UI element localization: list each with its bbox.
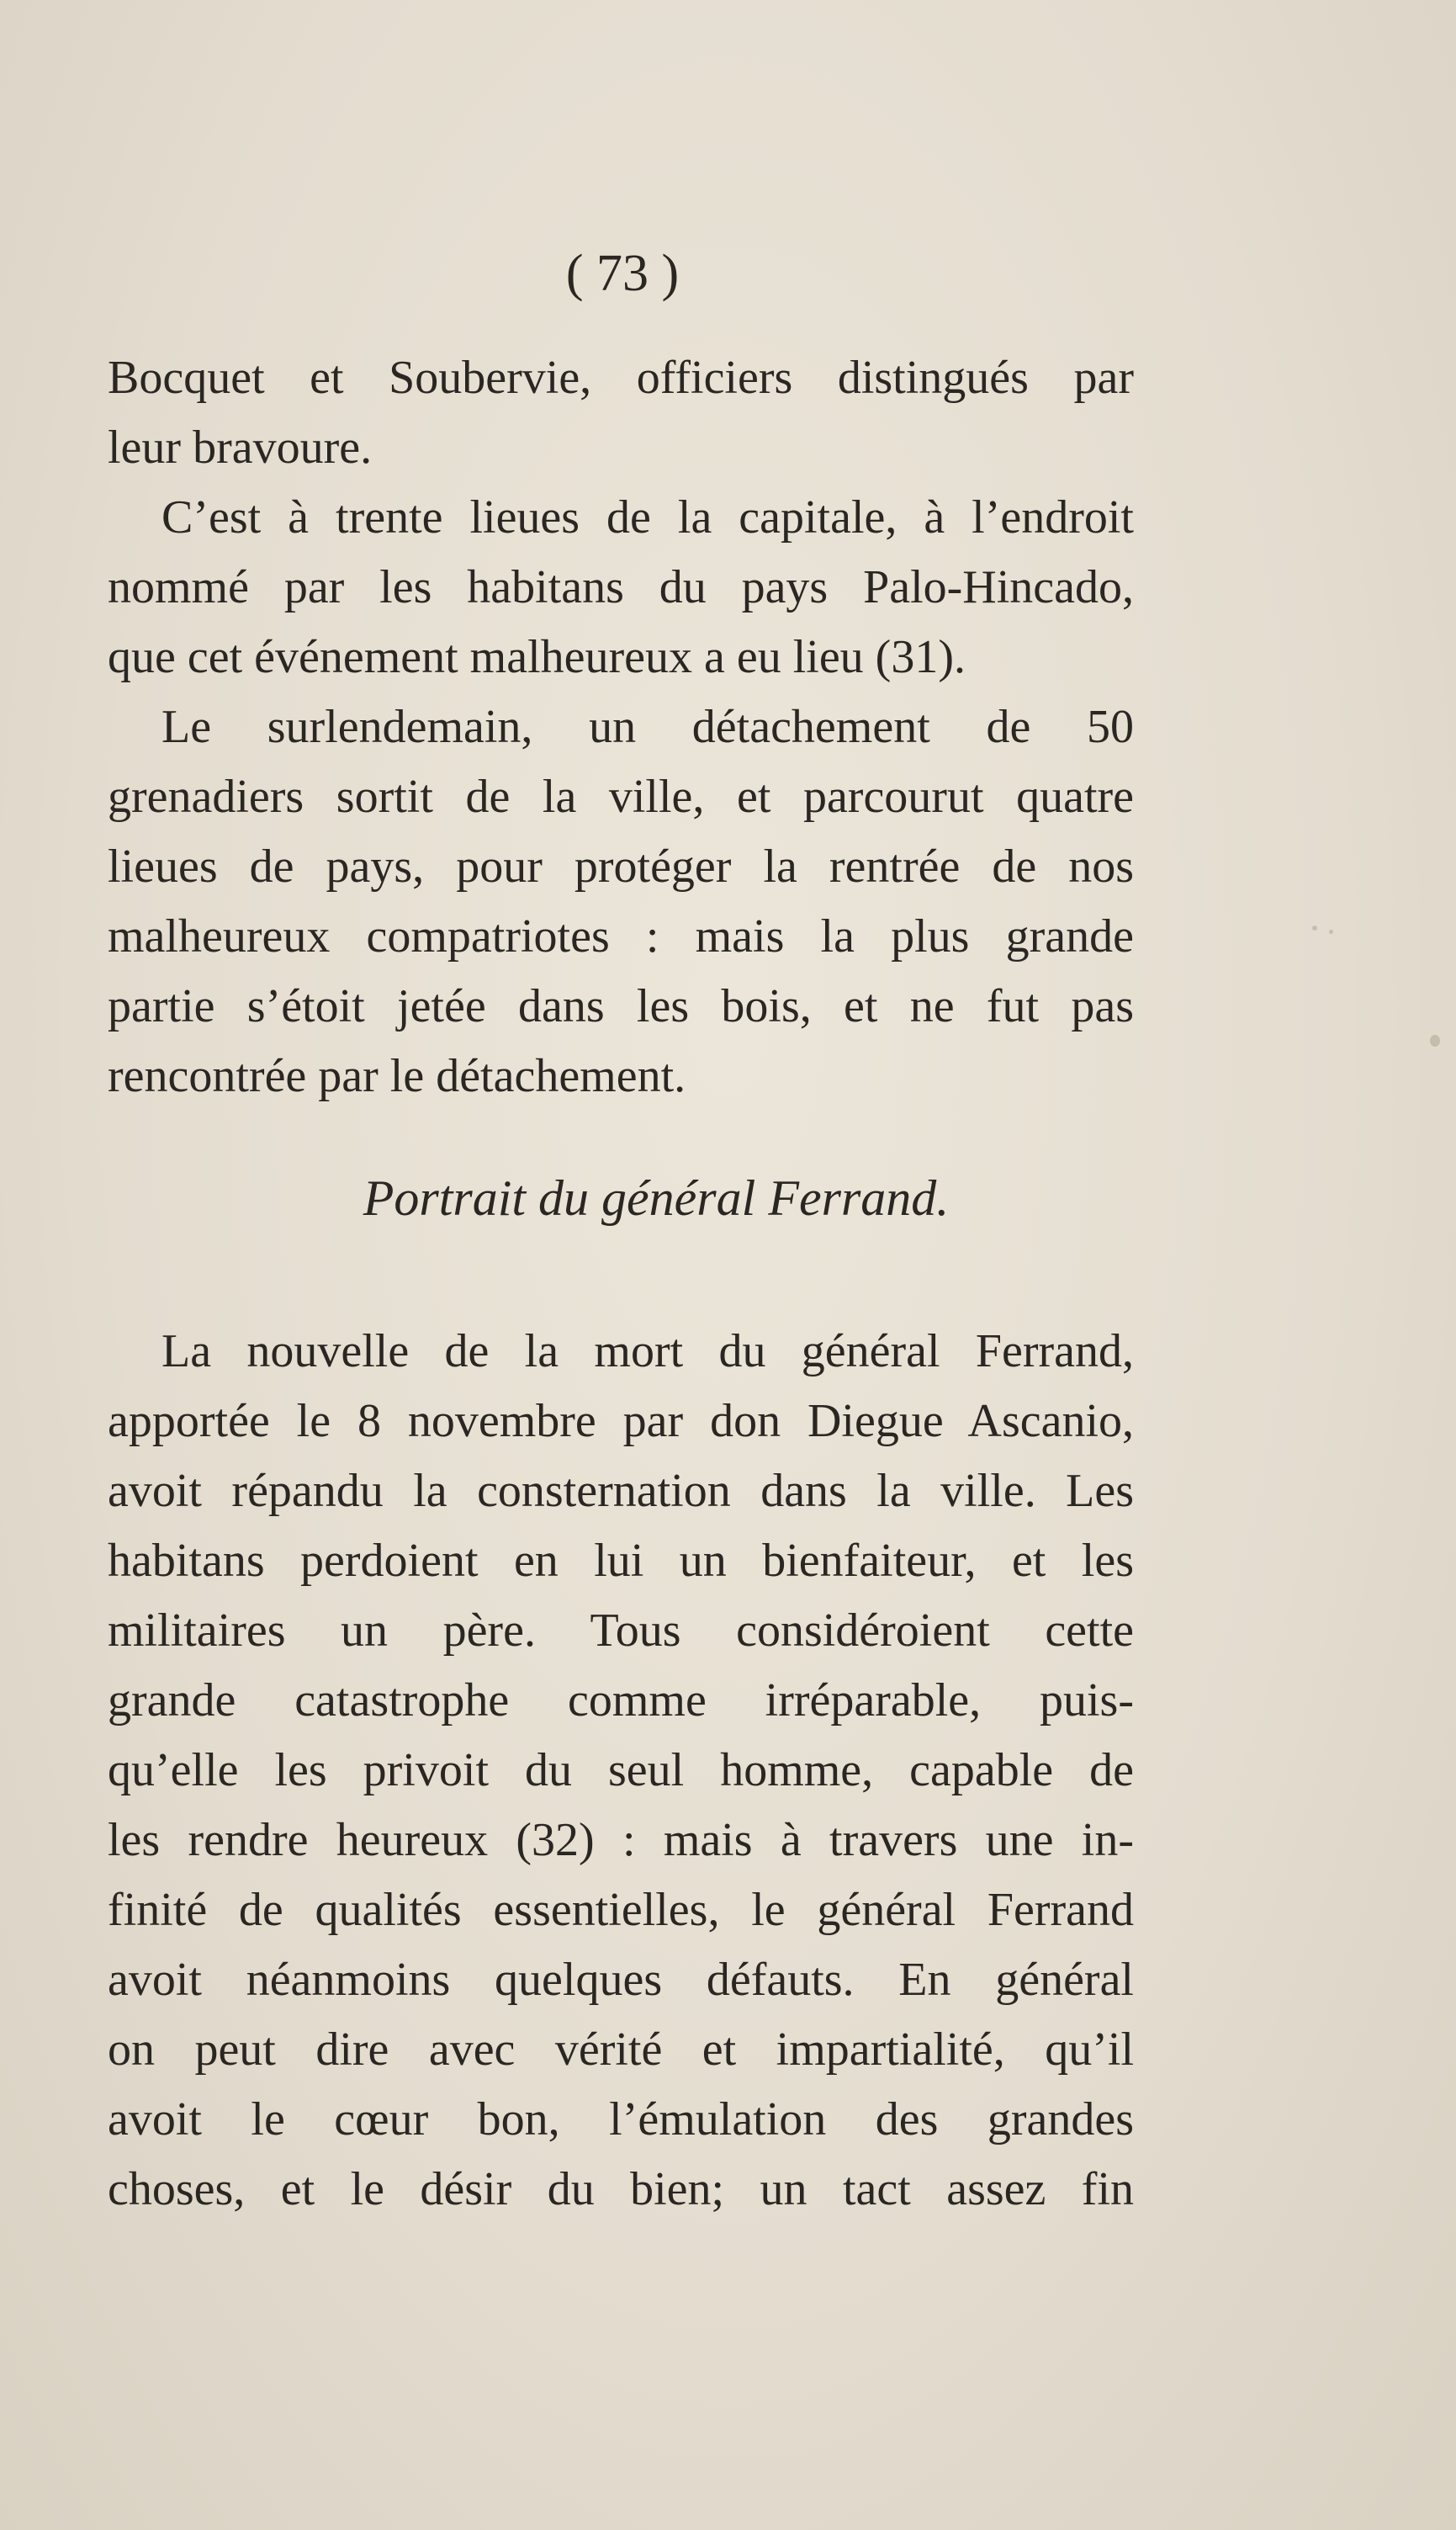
text-line: qu’elle les privoit du seul homme, capable de xyxy=(108,1744,1134,1796)
text-line: rencontrée par le détachement. xyxy=(108,1050,686,1102)
paper-spot xyxy=(1312,926,1317,931)
text-line: C’est à trente lieues de la capitale, à l’endroit xyxy=(161,491,1134,544)
text-line: on peut dire avec vérité et impartialité, qu’il xyxy=(108,2023,1134,2076)
text-line: finité de qualités essentielles, le général Ferrand xyxy=(108,1884,1134,1936)
text-line: malheureux compatriotes : mais la plus grande xyxy=(108,910,1134,963)
text-line: partie s’étoit jetée dans les bois, et ne fut pas xyxy=(108,980,1134,1032)
text-line: habitans perdoient en lui un bienfaiteur, et les xyxy=(108,1535,1134,1587)
text-line: avoit répandu la consternation dans la ville. Les xyxy=(108,1465,1134,1517)
text-line: Le surlendemain, un détachement de 50 xyxy=(161,701,1134,753)
text-line: grenadiers sortit de la ville, et parcourut quatre xyxy=(108,771,1134,823)
paper-spot xyxy=(1329,930,1333,934)
text-line: nommé par les habitans du pays Palo-Hincado, xyxy=(108,561,1134,613)
page-number: ( 73 ) xyxy=(565,245,680,302)
text-line: choses, et le désir du bien; un tact assez fin xyxy=(108,2163,1134,2215)
text-line: grande catastrophe comme irréparable, puis- xyxy=(108,1674,1134,1726)
body-text-bottom xyxy=(108,1317,1134,2225)
text-line: apportée le 8 novembre par don Diegue Ascanio, xyxy=(108,1395,1134,1447)
text-line: leur bravoure. xyxy=(108,422,373,474)
text-line: La nouvelle de la mort du général Ferrand, xyxy=(161,1325,1134,1377)
text-line: avoit le cœur bon, l’émulation des grandes xyxy=(108,2093,1134,2145)
paper-spot xyxy=(1430,1035,1440,1047)
text-line: les rendre heureux (32) : mais à travers une in- xyxy=(108,1814,1134,1866)
body-text-top xyxy=(108,343,1134,1111)
text-line: lieues de pays, pour protéger la rentrée de nos xyxy=(108,841,1134,893)
text-line: avoit néanmoins quelques défauts. En général xyxy=(108,1954,1134,2006)
text-line: que cet événement malheureux a eu lieu (31). xyxy=(108,631,966,683)
text-line: militaires un père. Tous considéroient cette xyxy=(108,1604,1134,1657)
section-heading: Portrait du général Ferrand. xyxy=(363,1170,950,1226)
text-line: Bocquet et Soubervie, officiers distingués par xyxy=(108,352,1134,404)
